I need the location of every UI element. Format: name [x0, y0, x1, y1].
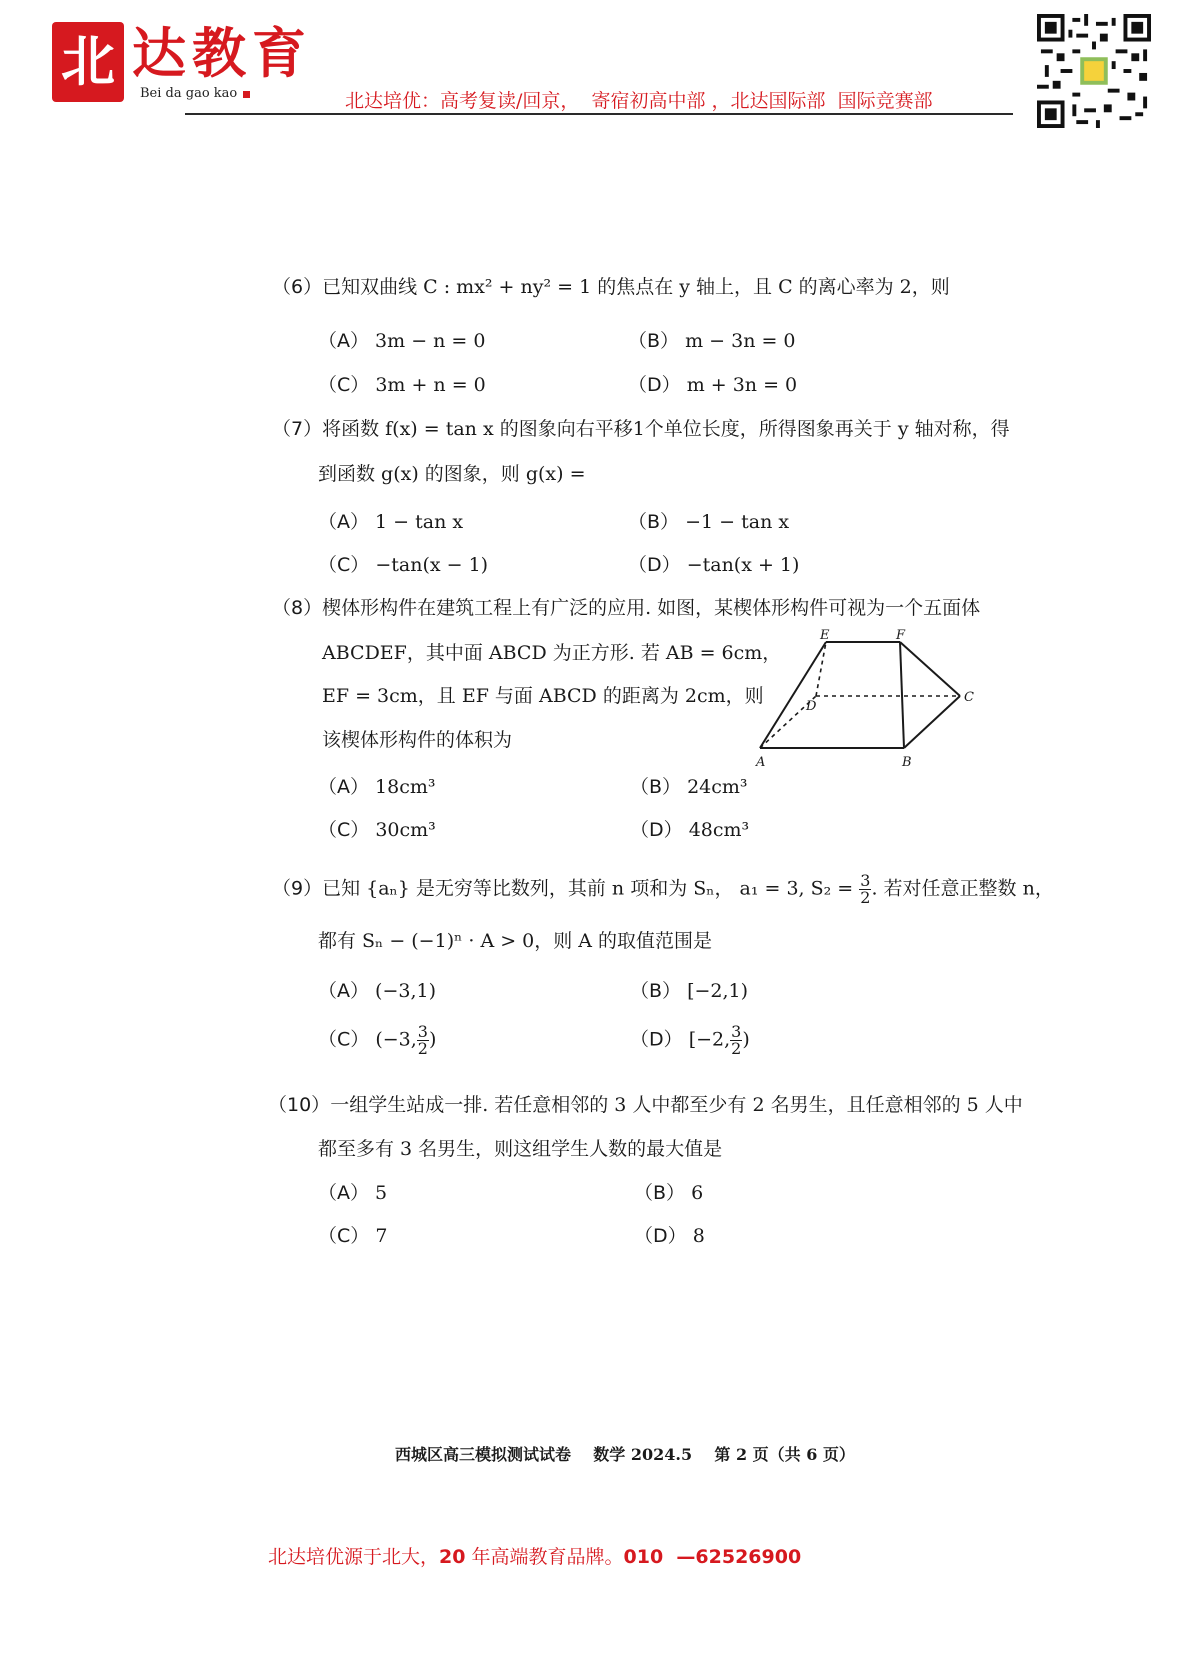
q6-option-d[interactable] — [628, 372, 797, 398]
q7-option-c[interactable] — [318, 552, 488, 578]
q7-line-2: 到函数 g(x) 的图象，则 g(x) = — [318, 463, 586, 485]
option-label: （C） — [318, 819, 370, 841]
fraction-denominator: 2 — [731, 1039, 742, 1058]
option-fraction — [730, 1024, 742, 1057]
q6-stem — [272, 274, 950, 300]
option-label: （B） — [628, 330, 680, 352]
label-c: C — [964, 690, 974, 705]
option-label: （C） — [318, 1225, 370, 1247]
option-text-end: ) — [742, 1028, 750, 1051]
option-text: 5 — [375, 1182, 388, 1204]
option-text: −1 − tan x — [685, 511, 790, 533]
q9-option-d[interactable] — [630, 1024, 750, 1057]
brand-text: 北达培优源于北大， — [268, 1546, 440, 1568]
q7-option-d[interactable] — [628, 552, 799, 578]
q10-option-c[interactable] — [318, 1223, 387, 1249]
option-fraction — [417, 1024, 429, 1057]
q6-option-a[interactable] — [318, 328, 485, 354]
qr-code-icon — [1037, 14, 1151, 128]
option-text: [−2,1) — [687, 980, 749, 1002]
option-label: （C） — [318, 1028, 370, 1051]
q9-line-1a: 已知 {aₙ} 是无穷等比数列，其前 n 项和为 Sₙ， a₁ = 3, S₂ = — [322, 877, 854, 900]
option-text-end: ) — [428, 1028, 437, 1051]
option-label: （A） — [318, 511, 369, 533]
q9-option-b[interactable] — [630, 978, 748, 1004]
q8-option-b[interactable] — [630, 774, 748, 800]
q9-stem — [272, 873, 1054, 906]
option-text: [−2, — [688, 1028, 731, 1051]
option-text: 3m − n = 0 — [375, 330, 486, 352]
bottom-brand-line — [268, 1542, 801, 1569]
q9-number: （9） — [272, 877, 323, 900]
option-label: （A） — [318, 776, 369, 798]
option-label: （A） — [318, 980, 369, 1002]
option-text: 6 — [691, 1182, 704, 1204]
option-label: （C） — [318, 554, 370, 576]
q8-stem — [272, 595, 980, 621]
logo-char: 北 — [61, 29, 115, 93]
option-text: −tan(x − 1) — [375, 554, 489, 576]
q8-option-d[interactable] — [630, 817, 749, 843]
fraction-numerator: 3 — [860, 871, 871, 890]
q10-line-1: 一组学生站成一排. 若任意相邻的 3 人中都至少有 2 名男生，且任意相邻的 5 人中 — [330, 1094, 1023, 1116]
logo-name: 达教育 — [132, 21, 312, 85]
q10-number: （10） — [268, 1094, 331, 1116]
option-label: （A） — [318, 1182, 369, 1204]
option-text: 8 — [692, 1225, 705, 1247]
page-footer: 西城区高三模拟测试试卷 数学 2024.5 第 2 页（共 6 页） — [395, 1445, 855, 1464]
option-label: （D） — [628, 374, 681, 396]
q7-option-a[interactable] — [318, 509, 463, 535]
option-label: （D） — [634, 1225, 687, 1247]
label-d: D — [806, 699, 817, 714]
option-label: （B） — [630, 980, 682, 1002]
q8-line-2: ABCDEF，其中面 ABCD 为正方形. 若 AB = 6cm， — [322, 642, 782, 664]
option-text: 1 − tan x — [375, 511, 464, 533]
option-text: 3m + n = 0 — [375, 374, 486, 396]
q10-option-a[interactable] — [318, 1180, 387, 1206]
option-text: −tan(x + 1) — [686, 554, 800, 576]
logo-pinyin: Bei da gao kao — [140, 86, 238, 101]
fraction-numerator: 3 — [731, 1022, 742, 1041]
q9-fraction — [859, 873, 871, 906]
fraction-denominator: 2 — [417, 1039, 428, 1058]
option-label: （D） — [630, 1028, 683, 1051]
q10-option-b[interactable] — [634, 1180, 703, 1206]
q8-line-4: 该楔体形构件的体积为 — [322, 729, 513, 751]
option-text: 24cm³ — [687, 776, 748, 798]
fraction-denominator: 2 — [860, 888, 871, 907]
option-text: (−3,1) — [375, 980, 437, 1002]
q6-number: （6） — [272, 276, 323, 298]
logo-mark — [52, 22, 124, 102]
option-text: m + 3n = 0 — [686, 374, 798, 396]
option-label: （C） — [318, 374, 370, 396]
q6-option-c[interactable] — [318, 372, 486, 398]
header-slogan: 北达培优：高考复读/回京， 寄宿初高中部 ，北达国际部 国际竞赛部 — [345, 90, 933, 112]
q6-line-1: 已知双曲线 C : mx² + ny² = 1 的焦点在 y 轴上，且 C 的离心率为 2，则 — [322, 276, 950, 298]
q10-line-2: 都至多有 3 名男生，则这组学生人数的最大值是 — [318, 1138, 723, 1160]
option-label: （D） — [628, 554, 681, 576]
option-text: 48cm³ — [688, 819, 750, 841]
q7-line-1: 将函数 f(x) = tan x 的图象向右平移1个单位长度，所得图象再关于 y 轴对称，得 — [322, 418, 1010, 440]
option-text: (−3, — [375, 1028, 417, 1051]
wedge-figure — [756, 628, 990, 770]
option-text: m − 3n = 0 — [685, 330, 796, 352]
q10-option-d[interactable] — [634, 1223, 705, 1249]
option-text: 7 — [375, 1225, 388, 1247]
q8-line-1: 楔体形构件在建筑工程上有广泛的应用. 如图，某楔体形构件可视为一个五面体 — [322, 597, 981, 619]
q8-option-a[interactable] — [318, 774, 436, 800]
label-b: B — [902, 755, 912, 770]
label-e: E — [820, 628, 830, 643]
q8-option-c[interactable] — [318, 817, 436, 843]
option-label: （D） — [630, 819, 683, 841]
q9-line-2: 都有 Sₙ − (−1)ⁿ · A > 0，则 A 的取值范围是 — [318, 930, 713, 952]
label-f: F — [896, 628, 906, 643]
brand-phone: 010 —62526900 — [623, 1546, 802, 1568]
logo-dot — [243, 91, 250, 98]
option-label: （B） — [628, 511, 680, 533]
header-rule — [185, 113, 1013, 115]
q10-stem — [268, 1092, 1023, 1118]
brand-text-2: 年高端教育品牌。 — [465, 1546, 624, 1568]
option-text: 18cm³ — [375, 776, 436, 798]
option-label: （B） — [634, 1182, 686, 1204]
label-a: A — [756, 755, 766, 770]
q6-option-b[interactable] — [628, 328, 796, 354]
option-label: （A） — [318, 330, 369, 352]
q7-stem — [272, 416, 1010, 442]
option-label: （B） — [630, 776, 682, 798]
q9-option-c[interactable] — [318, 1024, 436, 1057]
q7-option-b[interactable] — [628, 509, 789, 535]
option-text: 30cm³ — [375, 819, 436, 841]
brand-years: 20 — [439, 1546, 466, 1568]
q8-line-3: EF = 3cm，且 EF 与面 ABCD 的距离为 2cm，则 — [322, 685, 764, 707]
q9-line-1b: . 若对任意正整数 n， — [871, 877, 1054, 900]
q8-number: （8） — [272, 597, 323, 619]
fraction-numerator: 3 — [417, 1022, 428, 1041]
q9-option-a[interactable] — [318, 978, 436, 1004]
q7-number: （7） — [272, 418, 323, 440]
